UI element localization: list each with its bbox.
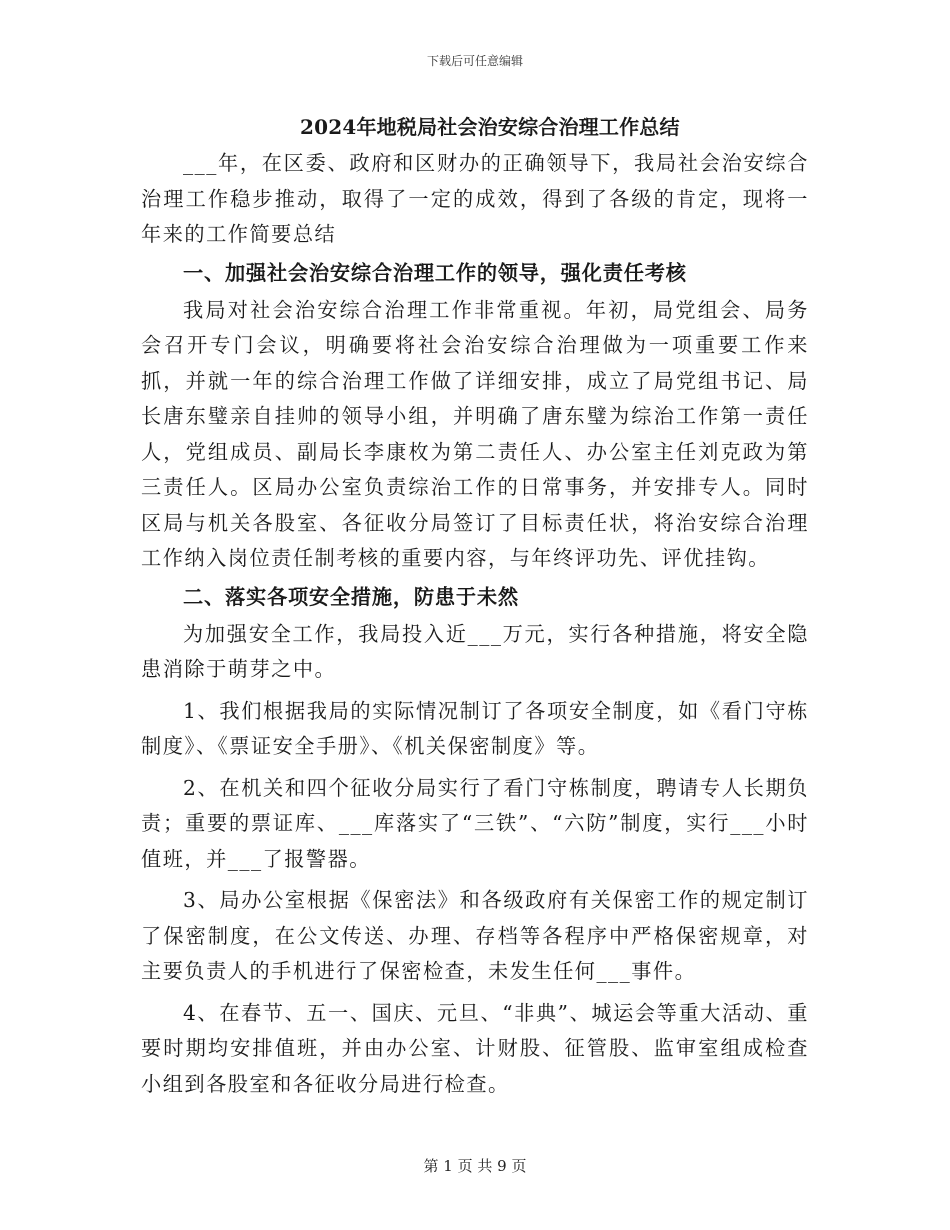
section-2-item-3: 3、局办公室根据《保密法》和各级政府有关保密工作的规定制订了保密制度，在公文传送、办理、存档等各程序中严格保密规章，对主要负责人的手机进行了保密检查，未发生任何___事件。 <box>141 888 809 983</box>
page-number-footer: 第 1 页 共 9 页 <box>423 1157 527 1175</box>
intro-paragraph: ___年，在区委、政府和区财办的正确领导下，我局社会治安综合治理工作稳步推动，取得了一定的成效，得到了各级的肯定，现将一年来的工作简要总结 <box>141 151 809 246</box>
document-body <box>141 112 809 1102</box>
header-note: 下载后可任意编辑 <box>426 54 523 68</box>
section-1-heading: 一、加强社会治安综合治理工作的领导，强化责任考核 <box>183 260 687 285</box>
section-2-intro: 为加强安全工作，我局投入近___万元，实行各种措施，将安全隐患消除于萌芽之中。 <box>141 621 809 681</box>
section-2-item-2: 2、在机关和四个征收分局实行了看门守栋制度，聘请专人长期负责；重要的票证库、___库落实了“三铁”、“六防”制度，实行___小时值班，并___了报警器。 <box>141 775 809 871</box>
section-2-item-1: 1、我们根据我局的实际情况制订了各项安全制度，如《看门守栋制度》、《票证安全手册》、《机关保密制度》等。 <box>141 698 809 758</box>
section-2-heading: 二、落实各项安全措施，防患于未然 <box>183 584 519 609</box>
document-title: 2024年地税局社会治安综合治理工作总结 <box>300 115 680 139</box>
section-2-item-4: 4、在春节、五一、国庆、元旦、“非典”、城运会等重大活动、重要时期均安排值班，并由办公室、计财股、征管股、监审室组成检查小组到各股室和各征收分局进行检查。 <box>141 1000 809 1096</box>
section-1-paragraph: 我局对社会治安综合治理工作非常重视。年初，局党组会、局务会召开专门会议，明确要将社会治安综合治理做为一项重要工作来抓，并就一年的综合治理工作做了详细安排，成立了局党组书记、局长唐东璧亲自挂帅的领导小组，并明确了唐东璧为综治工作第一责任人，党组成员、副局长李康枚为第二责任人、办公室主任刘克政为第三责任人。区局办公室负责综治工作的日常事务，并安排专人。同时区局与机关各股室、各征收分局签订了目标责任状，将治安综合治理工作纳入岗位责任制考核的重要内容，与年终评功先、评优挂钩。 <box>141 297 809 570</box>
